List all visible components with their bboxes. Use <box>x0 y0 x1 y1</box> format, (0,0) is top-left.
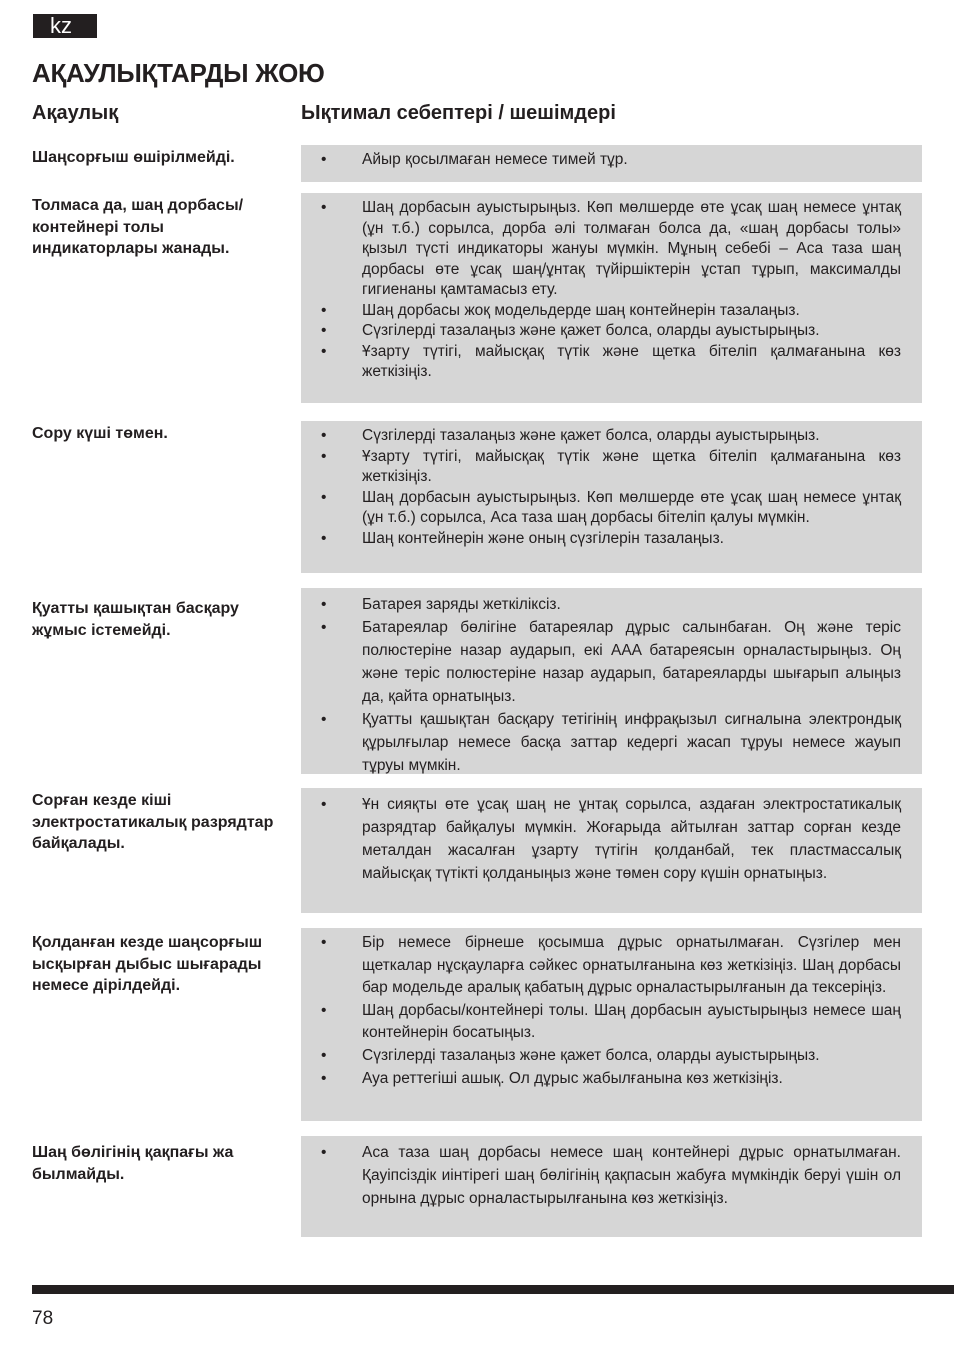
footer-divider <box>32 1285 954 1294</box>
problem-text: Сорған кезде кіші электростатикалық разрядтар байқалады. <box>32 792 274 852</box>
solution-text: Батарея заряды жеткіліксіз. <box>362 596 561 613</box>
solution-item <box>301 1000 901 1044</box>
bullet-icon: • <box>321 934 327 951</box>
solution-text: Сүзгілерді тазалаңыз және қажет болса, оларды ауыстырыңыз. <box>362 427 820 444</box>
solution-list <box>301 198 901 383</box>
solution-text: Батареялар бөлігіне батареялар дұрыс салынбаған. Оң және теріс полюстеріне назар аударып, екі AAA батареясын орналастырыңыз. Оң және теріс полюстеріне назар аударып, батареяларды шығарып алыңыз да, қайта орнатыңыз. <box>362 619 901 705</box>
bullet-icon: • <box>321 1144 327 1161</box>
bullet-icon: • <box>321 796 327 813</box>
bullet-icon: • <box>321 619 327 636</box>
solution-list <box>301 593 901 777</box>
problem-text: Сору күші төмен. <box>32 425 168 442</box>
solution-text: Аса таза шаң дорбасы немесе шаң контейнері дұрыс орнатылмаған. Қауіпсіздік иінтірегі шаң бөлігінің қақпасын жабуға мүмкіндік беруі үшін ол орнына дұрыс орналастырылғанына көз жеткізіңіз. <box>362 1144 901 1207</box>
bullet-icon: • <box>321 322 327 339</box>
page-number: 78 <box>32 1308 54 1329</box>
bullet-icon: • <box>321 342 327 360</box>
solution-item <box>301 1044 901 1067</box>
bullet-icon: • <box>321 488 327 506</box>
solution-text: Шаң контейнерін және оның сүзгілерін тазалаңыз. <box>362 529 724 547</box>
solution-box <box>301 788 922 913</box>
problem-text: Шаңсорғыш өшірілмейді. <box>32 149 235 166</box>
solution-text: Шаң дорбасын ауыстырыңыз. Көп мөлшерде өте ұсақ шаң немесе ұнтақ (ұн т.б.) сорылса, дорба әлі толмаған болса да, «шаң дорбасы толы» қызыл түсті индикаторы жануы мүмкін. Мұның себебі – Аса таза шаң дорбасы өте ұсақ шаң/ұнтақ түйіршіктерін ұстап тұрып, максималды гигиенаны қамтамасыз ету. <box>362 199 901 298</box>
bullet-icon: • <box>321 427 327 444</box>
solution-item <box>301 708 901 777</box>
solution-box <box>301 928 922 1121</box>
solution-item <box>301 198 901 301</box>
bullet-icon: • <box>321 1046 327 1064</box>
solution-box <box>301 145 922 182</box>
language-tag: kz <box>33 14 97 38</box>
solution-item <box>301 1067 901 1090</box>
problem-text: Толмаса да, шаң дорбасы/ контейнері толы индикаторлары жанады. <box>32 197 244 257</box>
solution-list <box>301 426 901 549</box>
bullet-icon: • <box>321 1069 327 1087</box>
solution-item <box>301 426 901 447</box>
solution-text: Шаң дорбасы жоқ модельдерде шаң контейнерін тазалаңыз. <box>362 301 800 319</box>
solution-item <box>301 932 901 1000</box>
problem-text: Қолданған кезде шаңсорғыш ысқырған дыбыс шығарады немесе дірілдейді. <box>32 934 263 994</box>
solution-item <box>301 616 901 708</box>
page-title: АҚАУЛЫҚТАРДЫ ЖОЮ <box>32 58 325 88</box>
bullet-icon: • <box>321 711 327 728</box>
bullet-icon: • <box>321 199 327 216</box>
solution-box <box>301 588 922 774</box>
bullet-icon: • <box>321 151 327 168</box>
solution-column-header: Ықтимал себептері / шешімдері <box>301 102 616 124</box>
problem-text: Қуатты қашықтан басқару жұмыс істемейді. <box>32 600 239 639</box>
bullet-icon: • <box>321 529 327 547</box>
solution-box <box>301 421 922 573</box>
bullet-icon: • <box>321 596 327 613</box>
solution-item <box>301 529 901 550</box>
problem-column-header: Ақаулық <box>32 102 119 124</box>
solution-item <box>301 150 901 171</box>
bullet-icon: • <box>321 447 327 465</box>
solution-item <box>301 1141 901 1210</box>
bullet-icon: • <box>321 301 327 319</box>
solution-text: Бір немесе бірнеше қосымша дұрыс орнатылмаған. Сүзгілер мен щеткалар нұсқауларға сәйкес орнатылғанына көз жеткізіңіз. Шаң дорбасы бар модельде аралық қабатың дұрыс орналастырылғанын да тексеріңіз. <box>362 934 901 996</box>
solution-item <box>301 593 901 616</box>
solution-list <box>301 932 901 1090</box>
solution-text: Шаң дорбасын ауыстырыңыз. Көп мөлшерде өте ұсақ шаң немесе ұнтақ (ұн т.б.) сорылса, Аса таза шаң дорбасы бітеліп қалуы мүмкін. <box>362 488 901 526</box>
solution-box <box>301 193 922 403</box>
solution-item <box>301 321 901 342</box>
solution-list <box>301 150 901 171</box>
solution-item <box>301 447 901 488</box>
bullet-icon: • <box>321 1001 327 1019</box>
solution-list <box>301 793 901 885</box>
solution-item <box>301 793 901 885</box>
solution-text: Қуатты қашықтан басқару тетігінің инфрақызыл сигналына электрондық құрылғылар немесе басқа заттар кедергі жасап тұруы немесе жауып тұруы мүмкін. <box>362 711 901 774</box>
solution-box <box>301 1136 922 1237</box>
solution-text: Сүзгілерді тазалаңыз және қажет болса, оларды ауыстырыңыз. <box>362 322 820 339</box>
solution-text: Сүзгілерді тазалаңыз және қажет болса, оларды ауыстырыңыз. <box>362 1046 820 1064</box>
solution-item <box>301 301 901 322</box>
solution-text: Ұзарту түтігі, майысқақ түтік және щетка бітеліп қалмағанына көз жеткізіңіз. <box>362 342 901 380</box>
solution-text: Ауа реттегіші ашық. Ол дұрыс жабылғанына көз жеткізіңіз. <box>362 1069 783 1087</box>
solution-list <box>301 1141 901 1210</box>
solution-text: Шаң дорбасы/контейнері толы. Шаң дорбасын ауыстырыңыз немесе шаң контейнерін босатыңыз. <box>362 1001 901 1041</box>
solution-text: Ұн сияқты өте ұсақ шаң не ұнтақ сорылса, аздаған электростатикалық разрядтар байқалуы мүмкін. Жоғарыда айтылған заттар сорған кезде металдан жасалған ұзарту түтігін қолданбай, тек пластмассалық майысқақ түтікті қолданыңыз және төмен сору күшін орнатыңыз. <box>362 796 901 882</box>
solution-item <box>301 488 901 529</box>
problem-text: Шаң бөлігінің қақпағы жа былмайды. <box>32 1144 234 1183</box>
solution-text: Айыр қосылмаған немесе тимей тұр. <box>362 151 628 168</box>
solution-text: Ұзарту түтігі, майысқақ түтік және щетка бітеліп қалмағанына көз жеткізіңіз. <box>362 447 901 485</box>
solution-item <box>301 342 901 383</box>
